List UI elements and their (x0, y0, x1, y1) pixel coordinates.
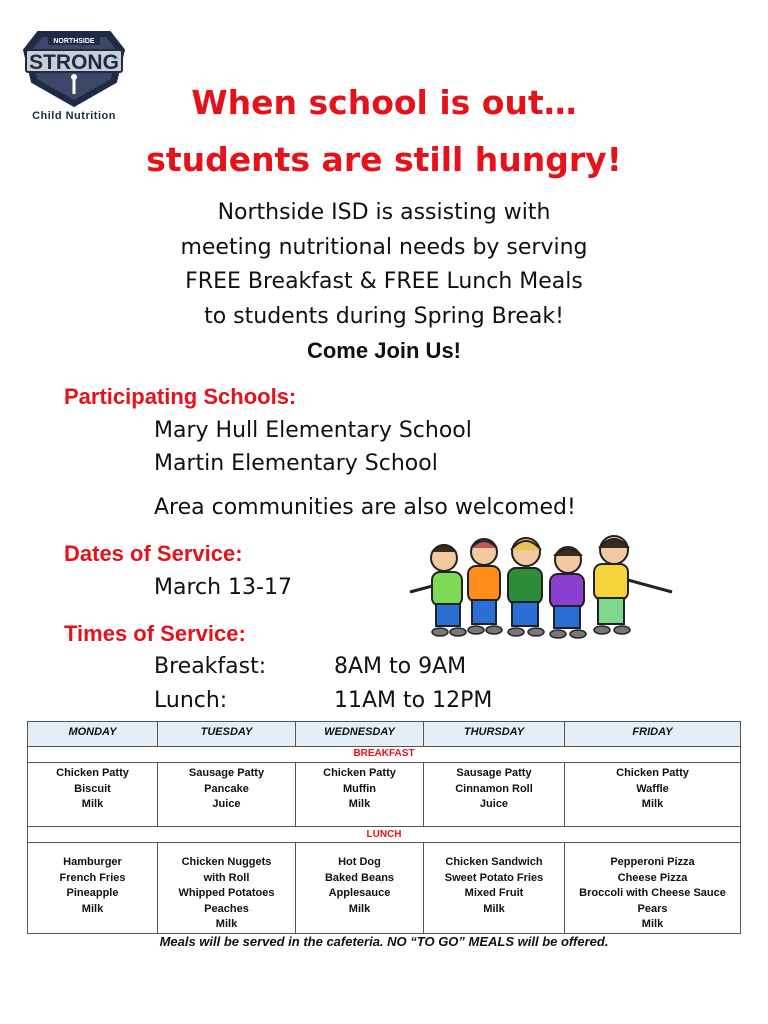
food-item: Muffin (343, 782, 376, 795)
menu-cell (424, 763, 565, 826)
lunch-time-label: Lunch: (154, 688, 228, 713)
day-header: FRIDAY (632, 726, 673, 738)
intro-line: Northside ISD is assisting with (217, 200, 551, 225)
food-item: Pancake (204, 782, 249, 795)
food-item: Biscuit (74, 782, 111, 795)
food-item: Waffle (636, 782, 669, 795)
food-item: Juice (212, 798, 241, 810)
menu-cell (28, 843, 158, 933)
menu-header-row (28, 722, 740, 747)
intro-line: to students during Spring Break! (204, 303, 564, 329)
title-line-2: students are still hungry! (146, 140, 622, 179)
menu-footnote: Meals will be served in the cafeteria. NO “TO GO” MEALS will be offered. (159, 934, 609, 949)
food-item: Sausage Patty (188, 767, 265, 779)
food-item: Pepperoni Pizza (610, 856, 695, 868)
food-item: Chicken Sandwich (445, 856, 543, 868)
food-item: Peaches (204, 902, 249, 915)
menu-cell (158, 843, 296, 933)
breakfast-time-value: 8AM to 9AM (334, 654, 467, 679)
dates-value: March 13-17 (154, 575, 292, 600)
food-item: with Roll (203, 871, 250, 884)
food-item: Pineapple (66, 887, 119, 899)
food-item: Sausage Patty (456, 767, 532, 779)
food-item: Milk (215, 918, 238, 930)
title-line-1: When school is out… (191, 83, 577, 122)
food-item: Juice (479, 798, 509, 810)
food-item: French Fries (59, 871, 126, 884)
logo-banner-text: NORTHSIDE (53, 38, 95, 45)
dates-heading: Dates of Service: (64, 541, 243, 566)
kids-group-icon (400, 534, 690, 644)
day-header: TUESDAY (158, 722, 296, 746)
intro-line: FREE Breakfast & FREE Lunch Meals (185, 269, 583, 294)
food-item: Pears (637, 902, 668, 915)
food-item: Sweet Potato Fries (444, 871, 544, 884)
food-item: Chicken Patty (323, 767, 396, 779)
food-item: Baked Beans (324, 871, 395, 884)
day-header: THURSDAY (424, 722, 565, 746)
school-item: Martin Elementary School (154, 451, 438, 476)
food-item: Chicken Patty (56, 767, 129, 779)
menu-table (27, 721, 741, 934)
food-item: Milk (348, 902, 371, 915)
menu-cell (424, 843, 565, 933)
menu-cell (158, 763, 296, 826)
breakfast-band: BREAKFAST (28, 746, 740, 763)
lunch-time-value: 11AM to 12PM (334, 688, 493, 713)
breakfast-row (28, 763, 740, 826)
food-item: Hamburger (63, 856, 122, 868)
lunch-row (28, 843, 740, 933)
menu-cell (565, 763, 740, 826)
logo-word: STRONG (29, 51, 119, 74)
food-item: Cinnamon Roll (455, 782, 533, 795)
food-item: Milk (348, 798, 371, 810)
menu-cell (296, 763, 424, 826)
logo-caption: Child Nutrition (32, 110, 116, 122)
intro-line: meeting nutritional needs by serving (180, 234, 588, 260)
food-item: Broccoli with Cheese Sauce (579, 887, 726, 899)
food-item: Mixed Fruit (464, 887, 524, 899)
food-item: Milk (81, 798, 104, 810)
food-item: Milk (641, 918, 664, 930)
menu-cell (28, 763, 158, 826)
intro-paragraph (0, 196, 768, 369)
lunch-band: LUNCH (28, 826, 740, 843)
day-header: MONDAY (28, 722, 158, 746)
communities-note: Area communities are also welcomed! (154, 495, 576, 520)
breakfast-time-label: Breakfast: (154, 654, 267, 679)
food-item: Milk (81, 902, 104, 915)
food-item: Hot Dog (338, 856, 381, 868)
food-item: Whipped Potatoes (178, 887, 275, 899)
food-item: Chicken Nuggets (181, 856, 272, 868)
food-item: Milk (483, 902, 505, 915)
times-heading: Times of Service: (64, 621, 246, 646)
food-item: Milk (641, 798, 664, 810)
call-to-action: Come Join Us! (306, 338, 462, 363)
school-item: Mary Hull Elementary School (154, 418, 472, 443)
food-item: Cheese Pizza (617, 871, 688, 884)
day-header: WEDNESDAY (296, 722, 424, 746)
menu-cell (296, 843, 424, 933)
schools-heading: Participating Schools: (64, 384, 297, 409)
menu-cell (565, 843, 740, 933)
food-item: Applesauce (328, 887, 391, 899)
food-item: Chicken Patty (616, 767, 689, 779)
